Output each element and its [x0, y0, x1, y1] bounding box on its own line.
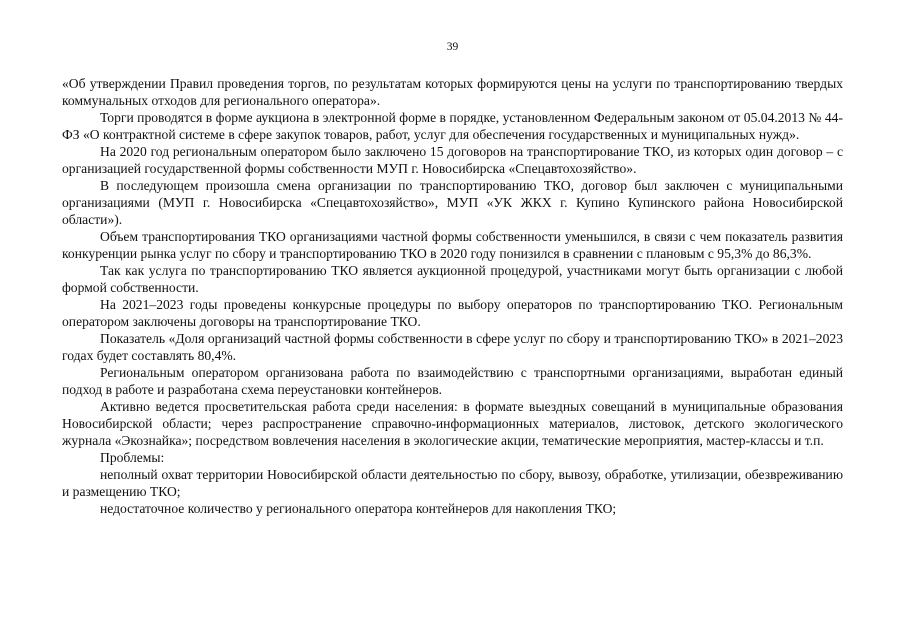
- paragraph-problems-heading: Проблемы:: [100, 450, 165, 465]
- paragraph-educational-work: Активно ведется просветительская работа среди населения: в формате выездных совещаний в муниципальные образования Новосибирской области; через распространение справочно-информационных материалов, листовок, детского экологического журнала «Экознайка»; посредством вовлечения населения в экологические акции, тематические мероприятия, мастер-классы и т.п.: [62, 399, 843, 448]
- paragraph-contracts-2020: На 2020 год региональным оператором было заключено 15 договоров на транспортирование ТКО, из которых один договор – с организацией государственной формы собственности МУП г. Новосибирска «Спецавтохозяйство».: [62, 144, 843, 176]
- paragraph-problem-coverage: неполный охват территории Новосибирской области деятельностью по сбору, вывозу, обработке, утилизации, обезвреживанию и размещению ТКО;: [62, 467, 843, 499]
- document-body: [62, 75, 843, 517]
- paragraph-competition-indicator: Объем транспортирования ТКО организациями частной формы собственности уменьшился, в связи с чем показатель развития конкуренции рынка услуг по сбору и транспортированию ТКО в 2020 году понизился в сравнении с плановым с 95,3% до 86,3%.: [62, 229, 843, 261]
- paragraph-private-share-indicator: Показатель «Доля организаций частной формы собственности в сфере услуг по сбору и транспортированию ТКО» в 2021–2023 годах будет составлять 80,4%.: [62, 331, 843, 363]
- paragraph-auction-procedure: Торги проводятся в форме аукциона в электронной форме в порядке, установленном Федеральным законом от 05.04.2013 № 44-ФЗ «О контрактной системе в сфере закупок товаров, работ, услуг для обеспечения государственных и муниципальных нужд».: [62, 110, 843, 142]
- paragraph-tenders-2021-2023: На 2021–2023 годы проведены конкурсные процедуры по выбору операторов по транспортированию ТКО. Региональным оператором заключены договоры на транспортирование ТКО.: [62, 297, 843, 329]
- paragraph-problem-containers: недостаточное количество у регионального оператора контейнеров для накопления ТКО;: [100, 501, 617, 516]
- paragraph-organization-change: В последующем произошла смена организации по транспортированию ТКО, договор был заключен с муниципальными организациями (МУП г. Новосибирска «Спецавтохозяйство», МУП «УК ЖКХ г. Купино Купинского района Новосибирской области»).: [62, 178, 843, 227]
- paragraph-transport-cooperation: Региональным оператором организована работа по взаимодействию с транспортными организациями, выработан единый подход в работе и разработана схема переустановки контейнеров.: [62, 365, 843, 397]
- paragraph-regulation-title: «Об утверждении Правил проведения торгов, по результатам которых формируются цены на услуги по транспортированию твердых коммунальных отходов для регионального оператора».: [62, 76, 843, 108]
- page-number: 39: [446, 41, 459, 53]
- paragraph-auction-participants: Так как услуга по транспортированию ТКО является аукционной процедурой, участниками могут быть организации с любой формой собственности.: [62, 263, 843, 295]
